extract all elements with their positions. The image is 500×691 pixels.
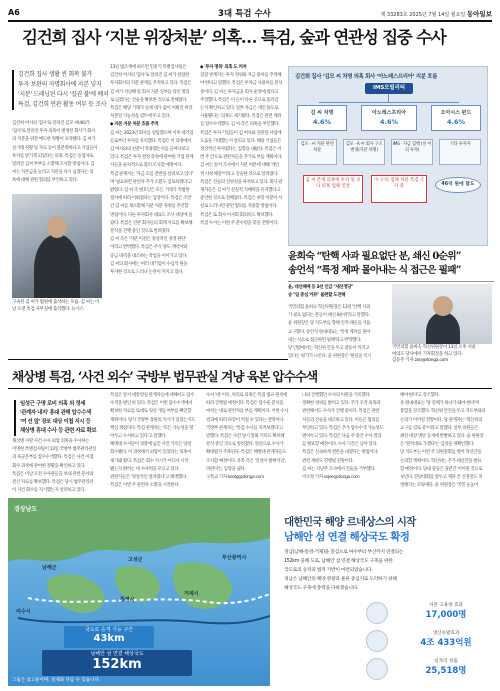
infographic-title: 김건희 집사 ‘김모 씨 차명 의혹 회사 ‘아노레스프리아’ 지분 흐름: [295, 74, 438, 80]
side-headline[interactable]: [288, 250, 494, 278]
page-number: A6: [8, 8, 20, 17]
text-line: 의 지분을 위장 매도한 정황이 포착됐다. 김 씨가: [12, 137, 96, 143]
text-line: 회수 과정에 관여한 정황을 확인하고 있다.: [12, 463, 86, 469]
article-photo: [12, 194, 102, 298]
map-label: 거제시: [184, 591, 199, 597]
text-line: 쇄신 대상 명단 공개에 반발하고 있다. 윤 위원장: [400, 434, 484, 440]
flow-note: 기타 투자자: [439, 139, 481, 165]
ad-headline: 대한민국 해양 르네상스의 시작: [284, 516, 416, 528]
text-line: 요구를 검토 중'이라고 말했다. 일부 의원들은: [400, 425, 479, 431]
side-col1: [288, 304, 388, 364]
ownership-box: [297, 105, 347, 131]
edition-number: 제 33283호: [380, 12, 408, 18]
text-line: 투자를 맡기게 되었다는 의혹. 특검은 동업자로: [12, 153, 94, 159]
km-label: 국도로 승격 가능 구간: [84, 627, 134, 633]
text-line: 계획이다. 당시 국방부 장관의 지시가 있었는지도: [110, 417, 196, 423]
text-line: 절차에 따라 이뤄졌다는 입장이다. 특검은 조만: [110, 196, 192, 202]
text-line: 김 씨의 회사에는 여러 대기업이 수십억 원을: [110, 261, 188, 267]
text-line: 논의할 계획이다. 혁신위는 추가 쇄신안을 발표: [400, 458, 482, 464]
text-line: 확보한 자료를 토대로 윗선 개입 여부를 확인할: [110, 409, 192, 415]
text-line: 자들의 진술을 대조하고 있다. 이들은 혐의를: [302, 417, 380, 423]
chart-icon: [366, 630, 388, 652]
text-line: 김 씨는 지난주 조사에서 진술을 거부했다.: [302, 466, 376, 472]
ad-line: 경남은 남해안의 해양 관광과 물류 중심지로 도약하기 위해: [284, 577, 397, 582]
map-label: 고성군: [128, 557, 143, 563]
ad-line: 해상국도 구축에 총력을 다하겠습니다.: [284, 586, 359, 591]
text-line: 방침이다. 다른 투자회사 대표도 조사 대상에 올: [110, 212, 193, 218]
text-line: 자들을 순차적으로 불러 조사할 예정이다.: [110, 163, 183, 169]
text-line: 투자한 것으로 드러나 논란이 커지고 있다.: [110, 270, 184, 276]
subhead-line: ◆ 자본 지분 처분 흐름 추적: [110, 122, 159, 128]
text-line: 를 압수수색했다. 김 씨 측은 의혹을 부인했다.: [200, 122, 280, 128]
caption-line: 여의도 당사에서 기자회견을 하고 있다.: [392, 351, 463, 357]
ad-stat: [402, 602, 490, 620]
ad-stat: [402, 658, 490, 676]
text-line: 가 필요 없다는 분들이 쇄신 0순위'라고 말했다.: [288, 313, 370, 319]
km-value: 152km: [92, 657, 142, 672]
text-line: 번 주 안으로 관련자들을 추가로 부를 계획이다.: [200, 155, 283, 161]
map-label: 남해군: [42, 565, 57, 571]
stat-value: 17,000명: [425, 610, 467, 620]
text-line: 들로부터 투자를 유치했다. 특검은 이 과정에서: [110, 138, 192, 144]
text-line: 김 여사와의 친분이 작용했는지를 들여다보고: [110, 147, 190, 153]
text-line: 는지 확인하고 있다. 일부 자금은 개인 용도로: [200, 106, 279, 112]
text-line: 도움을 기대했는지 살피고 있다. 해당 기업들은: [200, 138, 282, 144]
ownership-box: [431, 105, 481, 131]
text-line: 관련자들은 '정상적인 절차였다'고 해명했다.: [110, 475, 187, 481]
section-divider: [8, 359, 288, 360]
text-line: 김 씨는 2023년 회사를 설립했으며 이후 대기업: [110, 130, 194, 136]
main-col3: [200, 64, 284, 254]
text-line: 열해지는 모양새다. 윤 위원장은 '국민 눈높이: [400, 483, 479, 489]
highlight-note: 김 씨 존재 의혹에 투자 및 보다 의혹 업체 연결: [303, 175, 363, 203]
text-line: 국방부 관계자는 '특검 수사를 지켜보겠다'고: [206, 425, 283, 431]
text-line: 밝혔다. 김 씨 측 변호인은 모든 거래가 적법한: [110, 188, 190, 194]
text-line: 이라고 반박했다. 특검은 주식 양도 계약서와: [110, 245, 188, 251]
stat-value: 25,518명: [425, 666, 467, 676]
text-line: 과 육군본부를 압수수색했다. 특검은 사건 이첩: [12, 455, 94, 461]
flow-note: IMS · 자금 집행 (선 이의 투자): [391, 139, 433, 165]
text-line: 요구했다. 송언석 원내대표는 '특정 계파를 몰아: [288, 329, 371, 335]
photo-caption: [12, 300, 104, 313]
byline: 이소정 기자 sojee@donga.com: [302, 475, 360, 481]
text-line: 어두고 수사하고 있다'고 말했다.: [110, 434, 167, 440]
map-label: 여수시: [16, 609, 31, 615]
main-lead: [12, 70, 109, 110]
text-line: 야 한다고 말했다. 특검은 투자금 사용처를 분석: [200, 81, 283, 87]
text-line: 있다는 평가가 나온다. 윤 위원장은 '현실을 직시: [288, 354, 372, 360]
text-line: 회수됐다. 이 과정에서 외압이 있었다는 의혹이: [110, 450, 192, 456]
second-col2: [110, 392, 202, 496]
text-line: 특검은 진술의 신빙성을 따져보고 있다. 회사 관: [200, 179, 283, 185]
connector-line: [319, 102, 459, 103]
text-line: 내는 식으로 접근하면 필패'라고 반박했다.: [288, 337, 362, 343]
briefcase-icon: [366, 658, 388, 680]
ownership-box: [361, 105, 417, 131]
text-line: 핵심 쟁점이다. 특검 관계자는 '모든 가능성을 열: [110, 425, 194, 431]
edition-date: 2025년 7월 14일 월요일: [409, 12, 466, 18]
text-line: 윤 위원장은 당 지도부를 향해 인적 쇄신을 거듭: [288, 321, 371, 327]
text-line: 계자들은 김 씨가 실질적 지배력을 유지했다고: [200, 188, 281, 194]
text-line: 전산 자료를 확보했다. 특검은 당시 법무관리관: [12, 480, 94, 486]
map-label: 부산광역시: [222, 555, 247, 561]
text-line: 간 김 씨를 재소환해 지분 처분 경위를 추궁할: [110, 204, 189, 210]
sub-line: 송 "일 중심 커뮤" 불편할 도전해: [288, 293, 346, 299]
text-line: 해병대 수사단이 경찰에 넘긴 사건 기록은 당일: [110, 442, 192, 448]
text-line: 증언한 것으로 전해졌다. 특검은 위장 처분이 사: [200, 196, 283, 202]
text-line: 논의가 이어질 전망이다. 당 관계자는 '혁신위의: [400, 417, 483, 423]
sub-line: '관계자 내지' 휴대 관해 압수수색: [20, 410, 91, 416]
text-line: 할 예정이다. 당내 갈등은 당분간 이어질 것으로: [400, 466, 483, 472]
text-line: 김건희 여사의 '집사'로 알려진 김모 씨(46)가: [12, 121, 90, 126]
sub-line: 윤, 대선패배 등 3선 인급 "새선정당": [288, 285, 354, 290]
page-header: [8, 6, 492, 22]
people-icon: [366, 602, 388, 624]
text-line: 씨는 자본금을 늘리고 지분을 다시 넘겼다는 의: [12, 170, 94, 176]
text-line: 부인하고 있다. 특검은 추가 압수수색 가능성도: [302, 425, 384, 431]
text-line: 정확한 경위를 밝히고 있다. 주가 조작 의혹과: [302, 401, 381, 407]
main-col1: [12, 120, 102, 190]
ad-line: 경남(남해-통영-거제)을 중심으로 여수부터 부산까지 연결되는: [284, 550, 404, 555]
stat-value: 4조 433억원: [420, 638, 472, 648]
text-line: 특검은 신속하게 결론을 내겠다는 방침이다.: [302, 450, 379, 456]
stat-label: 생산유발효과: [432, 631, 460, 636]
text-line: 결과에 따라 파장이 커질 수 있다는 전망이다.: [206, 417, 285, 423]
ad-body: [284, 548, 490, 593]
text-line: 김 씨 측은 '지분 이전은 정상적인 경영 판단': [110, 237, 186, 243]
text-line: 바란다'는 입장을 냈다.: [206, 466, 246, 472]
text-line: 며 '필요하면 관련자 추가 소환도 검토하겠다'고: [110, 179, 192, 185]
sub-line: 임성근 구명 로비 의혹 외 정세: [20, 401, 86, 407]
section-title: 3대 특검 수사: [218, 9, 271, 19]
highlight-note: '누구'의 업체 처분 특검 조사 중: [371, 175, 427, 203]
lead-line: '지분' 드레닝된 다시 '집권 불'에 배치: [18, 91, 109, 98]
headline-line: 송언석 “특정 제파 몰아내는 식 접근은 필패”: [288, 265, 461, 276]
byline: 구특교 기자 kootg@donga.com: [206, 475, 264, 481]
person-figure: [426, 312, 460, 344]
text-line: 통합을 강조했다. 혁신위 안건을 두고 지도부와의: [400, 409, 486, 415]
lead-line: 투자 보완의 자명회사에 자본 넣지: [18, 81, 102, 88]
box-title: 김 씨 차명: [310, 110, 334, 116]
text-line: 해야 한다'고 강조했다.: [400, 393, 440, 398]
text-line: 실로 드러나면 관련 혐의를 적용할 방침이다.: [200, 204, 278, 210]
text-line: 로 넘겼다는 진술을 확보한 것으로 전해졌다.: [110, 97, 188, 103]
text-line: 국민의힘 윤희숙 혁신위원장은 13일 '탄핵 사과: [288, 305, 370, 310]
second-col1: [12, 438, 106, 496]
text-line: 김건희 여사의 '집사'로 알려진 김 씨가 설립한: [110, 73, 189, 79]
text-line: 적 사정 때문'이라고 진술한 것으로 알려졌다.: [200, 171, 279, 177]
ad-headline-accent: 남해안 섬 연결 해상국도 확정: [284, 531, 410, 543]
person-figure: [34, 234, 80, 298]
second-col3: [206, 392, 298, 496]
text-line: 수색을 벌인 바 있다. 특검은 이번 압수수색에서: [110, 401, 193, 407]
km-big-box: [42, 650, 192, 676]
stat-label: 자본 고용창 효과: [429, 603, 463, 608]
text-line: 랐다. 특검은 연관 회사들의 회계 자료를 확보해: [110, 220, 193, 226]
text-line: 13일 법조계에 따르면 민중기 특별검사팀은: [110, 65, 187, 70]
text-line: 투자회사의 지분 관계를 추적하고 있다. 특검은: [110, 81, 192, 87]
text-line: 열어두고 있다. 특검은 다음 주 중간 수사 결과: [302, 434, 382, 440]
section-divider: [8, 388, 492, 389]
text-line: 마치는 대로 관련자를 부를 계획이다. 이번 수사: [206, 409, 289, 415]
text-line: 주장했다. 특검은 이 돈이 다른 곳으로 흘러갔: [200, 97, 279, 103]
text-line: 은 '원칙대로 가겠다'는 입장을 재확인했다.: [400, 442, 474, 448]
text-line: 보인다. 전당대회를 앞두고 계파 간 신경전도 치: [400, 475, 483, 481]
text-line: 있다. 특검은 투자 결정 과정에 관여한 기업 관계: [110, 155, 194, 161]
text-line: 관련해서도 수사가 진행 중이다. 특검은 관련: [302, 409, 380, 415]
km-small-box: [64, 626, 154, 648]
km-value: 43km: [93, 633, 125, 644]
caption-line: 국민의힘 윤희숙 혁신위원장이 13일 오후 서울: [392, 345, 476, 350]
caption-line: 구속된 김 씨가 법원에 출석하는 모습. 김 씨는 이: [12, 300, 100, 305]
text-line: 를 발표할 예정이다. 수사 기간은 남아 있다.: [302, 442, 378, 448]
text-line: 제기돼 왔다. 특검은 회수 지시가 어디서 시작: [110, 458, 189, 464]
province-logo: 경상남도: [14, 506, 38, 513]
lead-line: 특검, 김건희 연관 활동 여부 등 조사: [18, 101, 107, 108]
side-sub: [288, 284, 388, 304]
ownership-infographic: [288, 66, 488, 246]
text-line: 당 안팎에서는 혁신위 안을 두고 갈등이 커지고: [288, 346, 370, 352]
side-col2: [400, 392, 492, 496]
text-line: 확대될지 주목된다. 특검은 해병대 관계자들도: [206, 450, 287, 456]
ad-disclaimer: 그림은 참고용이며, 실제와 다를 수 있습니다.: [12, 678, 101, 683]
text-line: 채상병 사망 사건 수사 외압 의혹을 수사하는: [12, 439, 90, 444]
text-line: 특검은 앞서 대통령실 관계자들에 대해서도 압수: [110, 393, 195, 398]
text-line: 이명현 특별검사팀이 13일 국방부 법무관리관실: [12, 447, 97, 453]
ad-line: 152km 올해 도로, 남해안 섬 연결 해상국도 구축을 위한: [284, 559, 393, 564]
text-line: 처분일 가능성을 염두에 두고 있다.: [110, 114, 171, 120]
text-line: 특검 관계자는 '자금 흐름 전반을 살펴보고 있다': [110, 171, 193, 177]
text-line: '집사'로 알려진 투자 의혹이 발생된 회사가 회사: [12, 129, 95, 135]
text-line: 이 사건 회수를 지시했는지 살펴보고 있다.: [12, 488, 86, 494]
sub-line: '여 선 앞' 장포 대상 이첩 지시 등: [20, 419, 91, 425]
second-col4: [302, 392, 396, 496]
text-line: 수사 '대' 이유, 처리로 의혹은 특검 법규 원칙에: [206, 393, 287, 398]
ad-map: [8, 498, 270, 686]
main-headline[interactable]: 김건희 집사 ‘지분 위장처분’ 의혹… 특검, 숲과 연관성 집중 수사: [22, 28, 446, 47]
text-line: 말했다. 특검은 사건 당시 통화 기록도 확보해: [206, 434, 285, 440]
lead-line: 김건희 집사 생활 씬 회복 불가: [18, 71, 92, 78]
box-title: 아노레스프리아: [372, 110, 406, 116]
amount-oval: 46억 원에 달도: [435, 177, 481, 193]
km-label: 남해안 섬 연결 해상국도: [90, 651, 144, 657]
sub-line: 채상병 휴대 수사 등 관련 자료 확보: [20, 428, 97, 434]
divider: [288, 281, 494, 282]
text-line: 특검은 해당 거래가 실제 대가 없이 이뤄진 위장: [110, 106, 193, 112]
photo-caption: [392, 345, 492, 365]
main-col2: [110, 64, 196, 282]
advertisement[interactable]: [8, 498, 492, 686]
politician-photo: [392, 284, 492, 344]
text-line: 사용됐다는 의혹도 제기됐다. 특검은 관련 계좌: [200, 114, 282, 120]
box-value: 4.6%: [446, 118, 466, 126]
text-line: 송금 내역을 대조하는 작업을 이어가고 있다.: [110, 253, 188, 259]
text-line: 검찰 관계자는 투자 경위와 자금 용처를 추적해: [200, 73, 282, 79]
caption-line: 김동주 기자 zoo@donga.com: [392, 358, 449, 363]
text-line: 분석 중인 것으로 알려졌다. 윗선으로 수사가: [206, 442, 284, 448]
text-line: 김 씨는 앞서 조사에서 지분 처분에 대해 '개인: [200, 163, 280, 169]
headline-line: 윤희숙 “탄핵 사과 필요없단 분, 쇄신 0순위”: [288, 251, 461, 262]
text-line: 중이다. 김 씨는 투자금을 회사 운영에 썼다고: [200, 89, 279, 95]
text-line: 특검 수사는 이번 주 분수령을 맞을 전망이다.: [200, 220, 279, 226]
text-line: 관련 재판도 진행될 전망이다.: [302, 458, 354, 464]
flow-note: 김모 · A 씨 회사 구조 변경(지분 차명): [343, 139, 385, 165]
box-value: 4.6%: [379, 118, 399, 126]
map-label: 통영시: [120, 597, 135, 603]
box-value: 4.6%: [312, 118, 332, 126]
stat-label: 일자리 창출: [434, 659, 458, 664]
edition-info: [381, 9, 493, 18]
text-line: 당 지도부는 이번 주 의원총회를 열어 혁신안을: [400, 450, 482, 456]
infographic-badge: IMS모빌리티: [365, 83, 413, 94]
text-line: 특검은 이날 오전 수사관들을 보내 관련 문서와: [12, 471, 94, 477]
text-line: 분석을 진행 중인 것으로 알려졌다.: [110, 229, 171, 235]
text-line: 김 씨가 지난해 말 회사 지분 일부를 타인 명의: [110, 89, 190, 95]
text-line: 특검은 투자 기업들이 김 여사와 연관된 사업에: [200, 130, 282, 136]
caption-line: 날 오전 특검 사무실에 출석했다. 뉴시스: [12, 306, 84, 312]
text-line: 됐는지 밝히는 데 수사력을 모으고 있다.: [110, 466, 180, 472]
text-line: 알려진 김씨 부부를 소환해 조사할 방침이다. 김: [12, 162, 95, 168]
text-line: 송 원내대표는 '당 전체가 하나가 돼야 한다'며: [400, 401, 479, 407]
person-head: [47, 216, 67, 238]
text-line: 특검은 또 회사 이사회 회의록도 확보했다.: [200, 212, 274, 218]
flow-note: 김모 · 씨 지분 관련 처분: [297, 139, 337, 165]
text-line: 실거래 정황 및 자료 등이 불분명하다고 기업들이: [12, 145, 98, 151]
text-line: 정상적인 투자였다는 입장을 내놨다. 특검은 이: [200, 147, 282, 153]
box-title: 오아시스 펀드: [440, 110, 472, 116]
second-sub: [14, 400, 96, 436]
text-line: 조사할 예정이다. 유족 측은 '진실이 밝혀지길',: [206, 458, 286, 464]
text-line: 나와 진행했던 수사의 이관을 기록했다.: [302, 393, 371, 398]
connector-line: [388, 94, 389, 102]
text-line: 따라 진행될 예정이다. 특검은 압수물 분석을: [206, 401, 284, 407]
second-headline[interactable]: 채상병 특검, ‘사건 외수’ 국방부 법무관실 겨냥 육본 압수수색: [12, 369, 318, 384]
newspaper-name: 동아일보: [466, 10, 492, 18]
text-line: 혹에 대해 관련 혐의를 부인하고 있다.: [12, 178, 78, 184]
person-head: [433, 296, 453, 316]
ad-stat: [402, 630, 490, 648]
text-line: 특검은 이번 주 관련자 소환을 시작한다.: [110, 483, 180, 489]
subhead-line: ◆ '투자 명목' 의혹 도 커져: [200, 65, 247, 70]
ad-line: 국도로의 승격과 법적 기반이 마련되었습니다.: [284, 568, 373, 573]
